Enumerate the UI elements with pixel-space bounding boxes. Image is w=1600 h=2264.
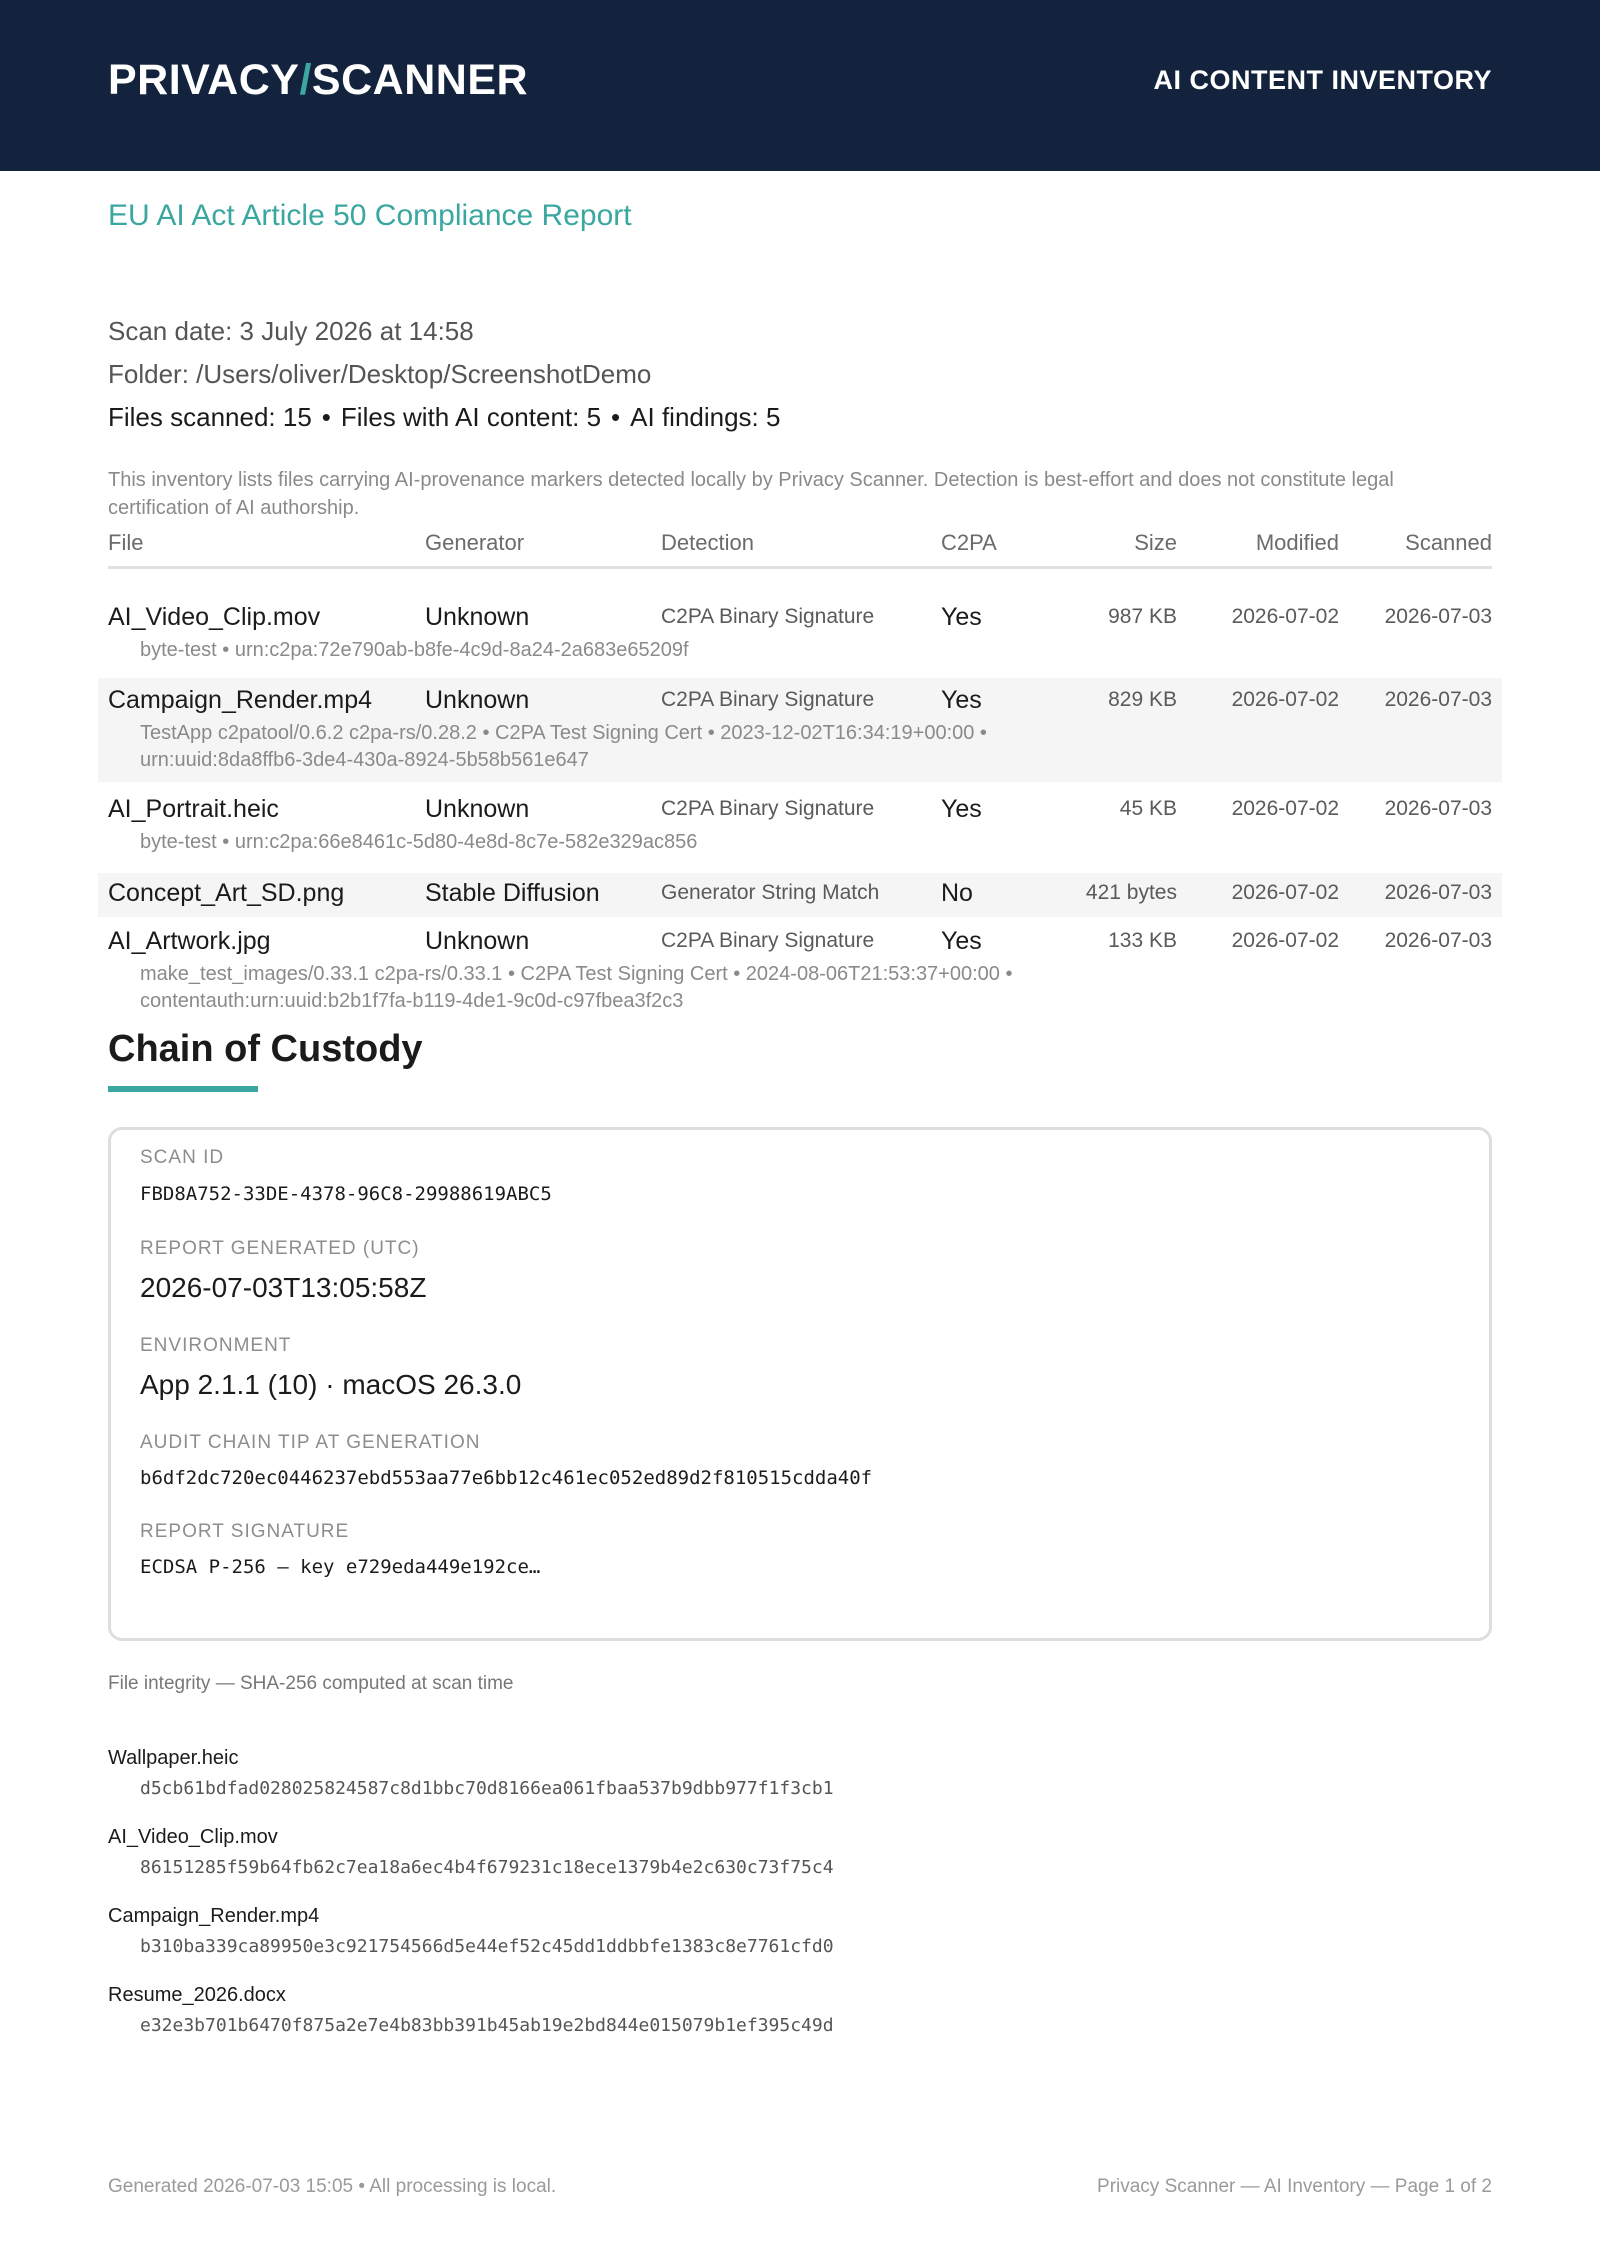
file-size: 133 KB: [1108, 929, 1177, 952]
environment-label: ENVIRONMENT: [140, 1335, 292, 1356]
provenance-note-uuid: urn:uuid:8da8ffb6-3de4-430a-8924-5b58b561e647: [140, 749, 589, 771]
file-name: AI_Video_Clip.mov: [108, 603, 321, 631]
integrity-file-name: AI_Video_Clip.mov: [108, 1826, 278, 1848]
column-header-file: File: [108, 530, 144, 555]
integrity-file-name: Wallpaper.heic: [108, 1747, 239, 1769]
report-signature-value: ECDSA P-256 — key e729eda449e192ce…: [140, 1556, 541, 1578]
generator: Stable Diffusion: [425, 879, 600, 907]
detection-method: C2PA Binary Signature: [661, 929, 875, 952]
header-divider: [108, 566, 1492, 569]
footer-generated: Generated 2026-07-03 15:05 • All processing is local.: [108, 2176, 557, 2197]
report-signature-label: REPORT SIGNATURE: [140, 1521, 350, 1542]
column-header-size: Size: [1134, 530, 1177, 555]
file-size: 987 KB: [1108, 605, 1177, 628]
generator: Unknown: [425, 686, 530, 714]
table-row: [98, 873, 1502, 917]
column-header-modified: Modified: [1255, 530, 1339, 555]
document-type: AI CONTENT INVENTORY: [1153, 65, 1492, 95]
scan-id-label: SCAN ID: [140, 1147, 225, 1168]
column-header-scanned: Scanned: [1405, 530, 1492, 555]
file-integrity-label: File integrity — SHA-256 computed at scan time: [108, 1673, 514, 1694]
scan-id-value: FBD8A752-33DE-4378-96C8-29988619ABC5: [140, 1183, 552, 1205]
audit-chain-label: AUDIT CHAIN TIP AT GENERATION: [140, 1432, 481, 1453]
header-bar: [0, 0, 1600, 171]
scanned-date: 2026-07-03: [1384, 881, 1492, 904]
c2pa-status: Yes: [941, 927, 982, 955]
detection-method: Generator String Match: [661, 881, 880, 904]
files-scanned: Files scanned: 15: [108, 402, 312, 432]
column-header-c2pa: C2PA: [941, 530, 997, 555]
detection-method: C2PA Binary Signature: [661, 605, 875, 628]
integrity-file-hash: b310ba339ca89950e3c921754566d5e44ef52c45dd1ddbbfe1383c8e7761cfd0: [140, 1936, 834, 1957]
file-name: Campaign_Render.mp4: [108, 686, 373, 714]
scanned-date: 2026-07-03: [1384, 688, 1492, 711]
section-underline: [108, 1086, 258, 1092]
file-size: 421 bytes: [1085, 881, 1177, 904]
integrity-file-name: Resume_2026.docx: [108, 1984, 286, 2006]
modified-date: 2026-07-02: [1231, 929, 1339, 952]
column-header-generator: Generator: [425, 530, 525, 555]
table-row: [98, 678, 1502, 782]
table-row: [98, 787, 1502, 867]
scan-date: Scan date: 3 July 2026 at 14:58: [108, 316, 474, 346]
brand-logo: [108, 56, 528, 105]
c2pa-status: Yes: [941, 686, 982, 714]
column-header-detection: Detection: [661, 530, 754, 555]
provenance-note: make_test_images/0.33.1 c2pa-rs/0.33.1 • C2PA Test Signing Cert • 2024-08-06T21:53:37+00:00 •: [140, 963, 1013, 985]
integrity-file-name: Campaign_Render.mp4: [108, 1905, 320, 1927]
scanned-date: 2026-07-03: [1384, 797, 1492, 820]
files-with-ai: Files with AI content: 5: [340, 402, 602, 432]
file-name: Concept_Art_SD.png: [108, 879, 345, 907]
separator: •: [321, 402, 331, 432]
scanned-date: 2026-07-03: [1384, 929, 1492, 952]
file-name: AI_Portrait.heic: [108, 795, 279, 823]
table-row: [98, 919, 1502, 1021]
integrity-file-hash: e32e3b701b6470f875a2e7e4b83bb391b45ab19e2bd844e015079b1ef395c49d: [140, 2015, 834, 2036]
brand-left: PRIVACY: [108, 56, 300, 104]
integrity-file-hash: d5cb61bdfad028025824587c8d1bbc70d8166ea061fbaa537b9dbb977f1f3cb1: [140, 1778, 834, 1799]
file-name: AI_Artwork.jpg: [108, 927, 271, 955]
report-title: EU AI Act Article 50 Compliance Report: [108, 199, 632, 232]
c2pa-status: Yes: [941, 795, 982, 823]
report-generated-value: 2026-07-03T13:05:58Z: [140, 1272, 427, 1303]
brand-slash: /: [299, 56, 312, 104]
brand-right: SCANNER: [311, 56, 529, 104]
modified-date: 2026-07-02: [1231, 605, 1339, 628]
detection-method: C2PA Binary Signature: [661, 797, 875, 820]
scan-summary: [108, 402, 780, 433]
generator: Unknown: [425, 795, 530, 823]
audit-chain-value: b6df2dc720ec0446237ebd553aa77e6bb12c461ec052ed89d2f810515cdda40f: [140, 1467, 873, 1489]
separator: •: [611, 402, 621, 432]
modified-date: 2026-07-02: [1231, 688, 1339, 711]
detection-method: C2PA Binary Signature: [661, 688, 875, 711]
generator: Unknown: [425, 927, 530, 955]
file-size: 45 KB: [1119, 797, 1177, 820]
generator: Unknown: [425, 603, 530, 631]
provenance-note: byte-test • urn:c2pa:66e8461c-5d80-4e8d-8c7e-582e329ac856: [140, 831, 698, 853]
scan-folder: Folder: /Users/oliver/Desktop/ScreenshotDemo: [108, 359, 652, 389]
c2pa-status: No: [941, 879, 973, 907]
table-row: [98, 595, 1502, 675]
c2pa-status: Yes: [941, 603, 982, 631]
report-generated-label: REPORT GENERATED (UTC): [140, 1238, 420, 1259]
provenance-note: byte-test • urn:c2pa:72e790ab-b8fe-4c9d-8a24-2a683e65209f: [140, 639, 689, 661]
provenance-note-uuid: contentauth:urn:uuid:b2b1f7fa-b119-4de1-9c0d-c97fbea3f2c3: [140, 990, 684, 1012]
section-title-chain-of-custody: Chain of Custody: [108, 1028, 423, 1070]
provenance-note: TestApp c2patool/0.6.2 c2pa-rs/0.28.2 • C2PA Test Signing Cert • 2023-12-02T16:34:19+00:00 •: [140, 722, 987, 744]
file-size: 829 KB: [1108, 688, 1177, 711]
footer-page-info: Privacy Scanner — AI Inventory — Page 1 of 2: [1097, 2176, 1492, 2197]
ai-findings: AI findings: 5: [630, 402, 781, 432]
environment-value: App 2.1.1 (10) · macOS 26.3.0: [140, 1369, 522, 1400]
integrity-file-hash: 86151285f59b64fb62c7ea18a6ec4b4f679231c18ece1379b4e2c630c73f75c4: [140, 1857, 834, 1878]
disclaimer-notice: This inventory lists files carrying AI-provenance markers detected locally by Privacy Scanner. Detection is best-effort and does not constitute legal certification of AI authorship.: [108, 469, 1394, 519]
scanned-date: 2026-07-03: [1384, 605, 1492, 628]
modified-date: 2026-07-02: [1231, 797, 1339, 820]
modified-date: 2026-07-02: [1231, 881, 1339, 904]
